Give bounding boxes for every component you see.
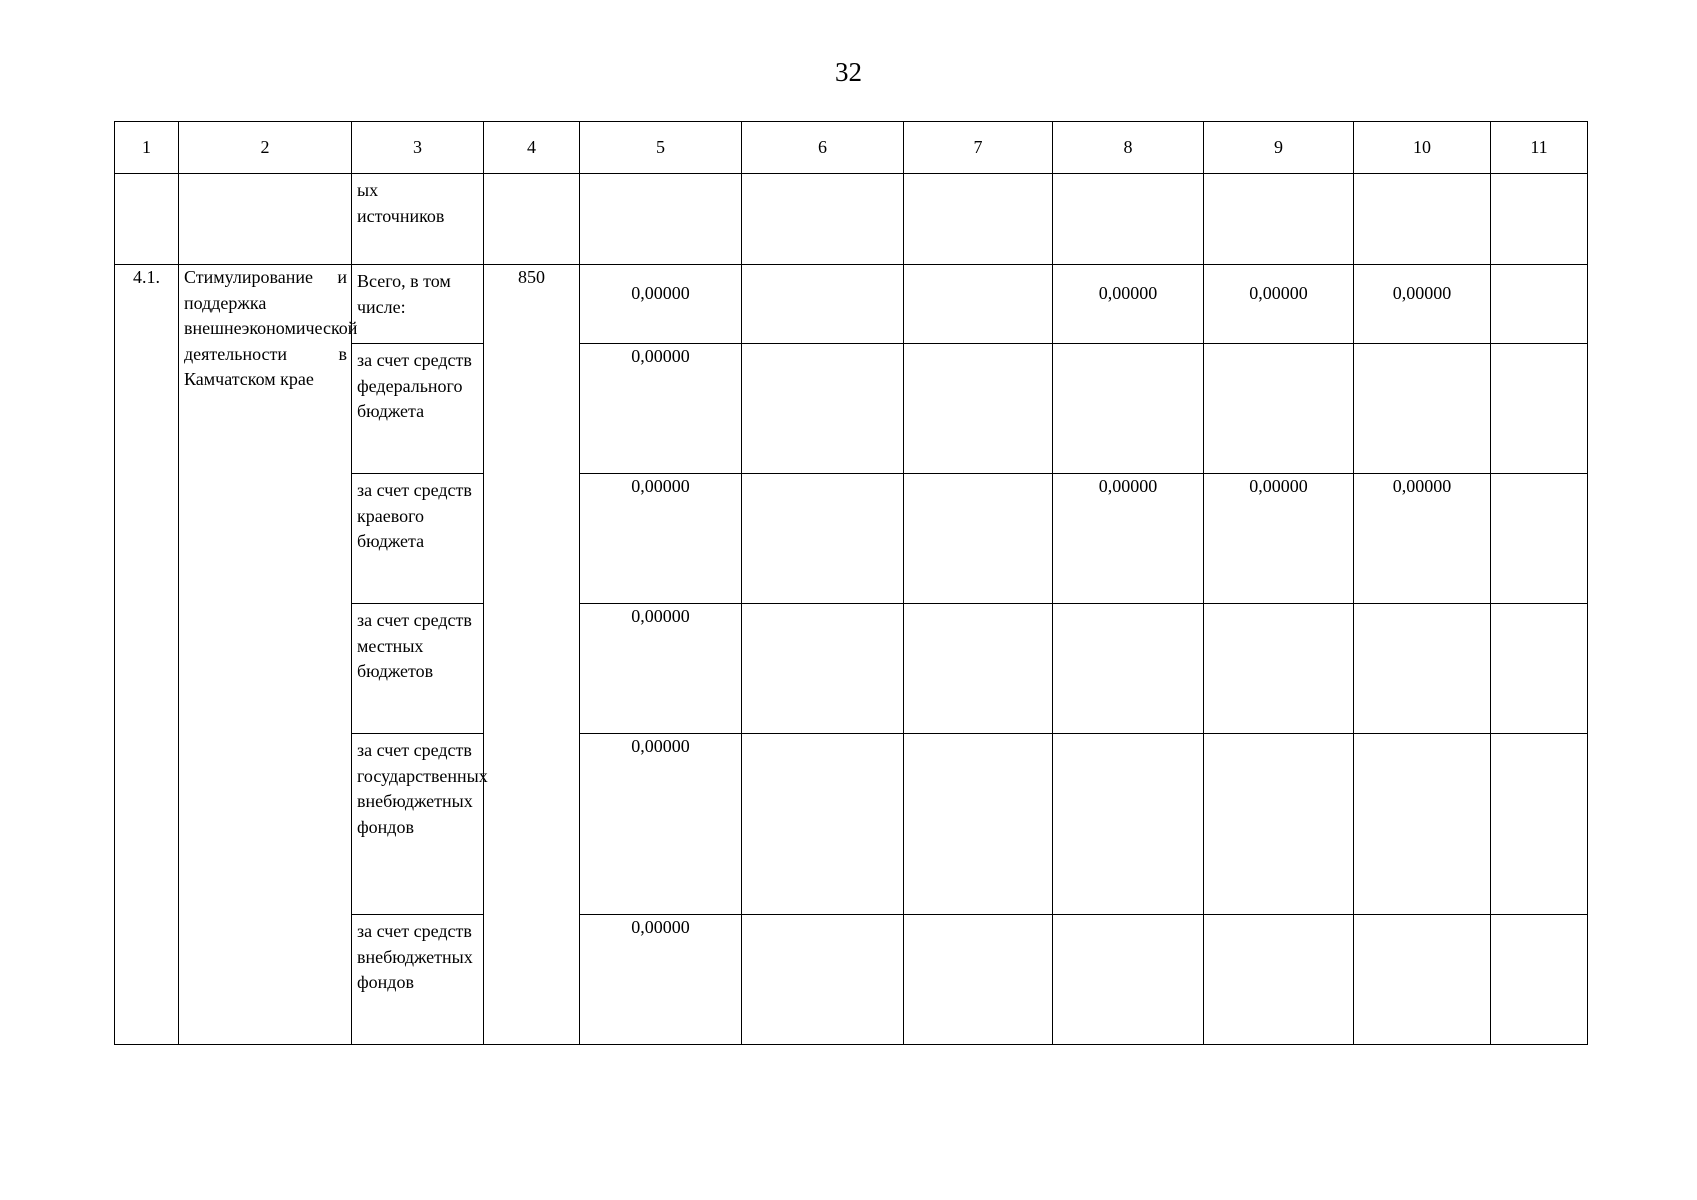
col-header-4: 4 bbox=[484, 122, 580, 174]
value-cell: 0,00000 bbox=[1204, 474, 1354, 604]
value-cell: 0,00000 bbox=[580, 915, 742, 1045]
col-header-7: 7 bbox=[904, 122, 1053, 174]
value-cell bbox=[1053, 344, 1204, 474]
value-cell bbox=[1491, 474, 1588, 604]
source-label: за счет средств государственных внебюджетных фондов bbox=[352, 734, 484, 915]
budget-table bbox=[114, 121, 1588, 1045]
value-cell: 0,00000 bbox=[580, 474, 742, 604]
source-label: Всего, в том числе: bbox=[352, 265, 484, 344]
continuation-row bbox=[115, 174, 1588, 265]
value-cell bbox=[1354, 344, 1491, 474]
col-header-11: 11 bbox=[1491, 122, 1588, 174]
source-label: за счет средств внебюджетных фондов bbox=[352, 915, 484, 1045]
column-number-row bbox=[115, 122, 1588, 174]
value-cell bbox=[742, 604, 904, 734]
value-cell bbox=[1491, 344, 1588, 474]
col-header-1: 1 bbox=[115, 122, 179, 174]
value-cell bbox=[1204, 734, 1354, 915]
continuation-source: ых источников bbox=[352, 174, 484, 265]
col-header-8: 8 bbox=[1053, 122, 1204, 174]
value-cell bbox=[742, 474, 904, 604]
value-cell bbox=[1204, 915, 1354, 1045]
source-label: за счет средств местных бюджетов bbox=[352, 604, 484, 734]
col-header-3: 3 bbox=[352, 122, 484, 174]
value-cell bbox=[1204, 344, 1354, 474]
value-cell: 0,00000 bbox=[1204, 265, 1354, 344]
value-cell bbox=[1053, 915, 1204, 1045]
source-label: за счет средств краевого бюджета bbox=[352, 474, 484, 604]
value-cell bbox=[1053, 734, 1204, 915]
value-cell bbox=[1491, 734, 1588, 915]
value-cell: 0,00000 bbox=[1053, 265, 1204, 344]
value-cell bbox=[742, 344, 904, 474]
value-cell bbox=[904, 474, 1053, 604]
col-header-2: 2 bbox=[179, 122, 352, 174]
value-cell: 0,00000 bbox=[1354, 474, 1491, 604]
col-header-9: 9 bbox=[1204, 122, 1354, 174]
item-code: 850 bbox=[484, 265, 580, 1045]
value-cell: 0,00000 bbox=[580, 344, 742, 474]
table-row bbox=[115, 265, 1588, 344]
value-cell: 0,00000 bbox=[580, 734, 742, 915]
value-cell bbox=[742, 734, 904, 915]
value-cell bbox=[904, 734, 1053, 915]
value-cell: 0,00000 bbox=[1354, 265, 1491, 344]
value-cell bbox=[742, 915, 904, 1045]
item-number: 4.1. bbox=[115, 265, 179, 1045]
col-header-10: 10 bbox=[1354, 122, 1491, 174]
value-cell bbox=[1354, 604, 1491, 734]
source-label: за счет средств федерального бюджета bbox=[352, 344, 484, 474]
value-cell bbox=[1491, 265, 1588, 344]
value-cell bbox=[1354, 734, 1491, 915]
value-cell bbox=[1491, 604, 1588, 734]
value-cell bbox=[904, 604, 1053, 734]
value-cell bbox=[1354, 915, 1491, 1045]
value-cell bbox=[1204, 604, 1354, 734]
value-cell bbox=[1053, 604, 1204, 734]
value-cell bbox=[742, 265, 904, 344]
value-cell: 0,00000 bbox=[580, 265, 742, 344]
value-cell: 0,00000 bbox=[1053, 474, 1204, 604]
col-header-5: 5 bbox=[580, 122, 742, 174]
value-cell bbox=[904, 344, 1053, 474]
value-cell: 0,00000 bbox=[580, 604, 742, 734]
value-cell bbox=[1491, 915, 1588, 1045]
value-cell bbox=[904, 265, 1053, 344]
col-header-6: 6 bbox=[742, 122, 904, 174]
page-number: 32 bbox=[835, 57, 862, 87]
item-name: Стимулирование и поддержка внешнеэкономической деятельности в Камчатском крае bbox=[179, 265, 352, 1045]
value-cell bbox=[904, 915, 1053, 1045]
